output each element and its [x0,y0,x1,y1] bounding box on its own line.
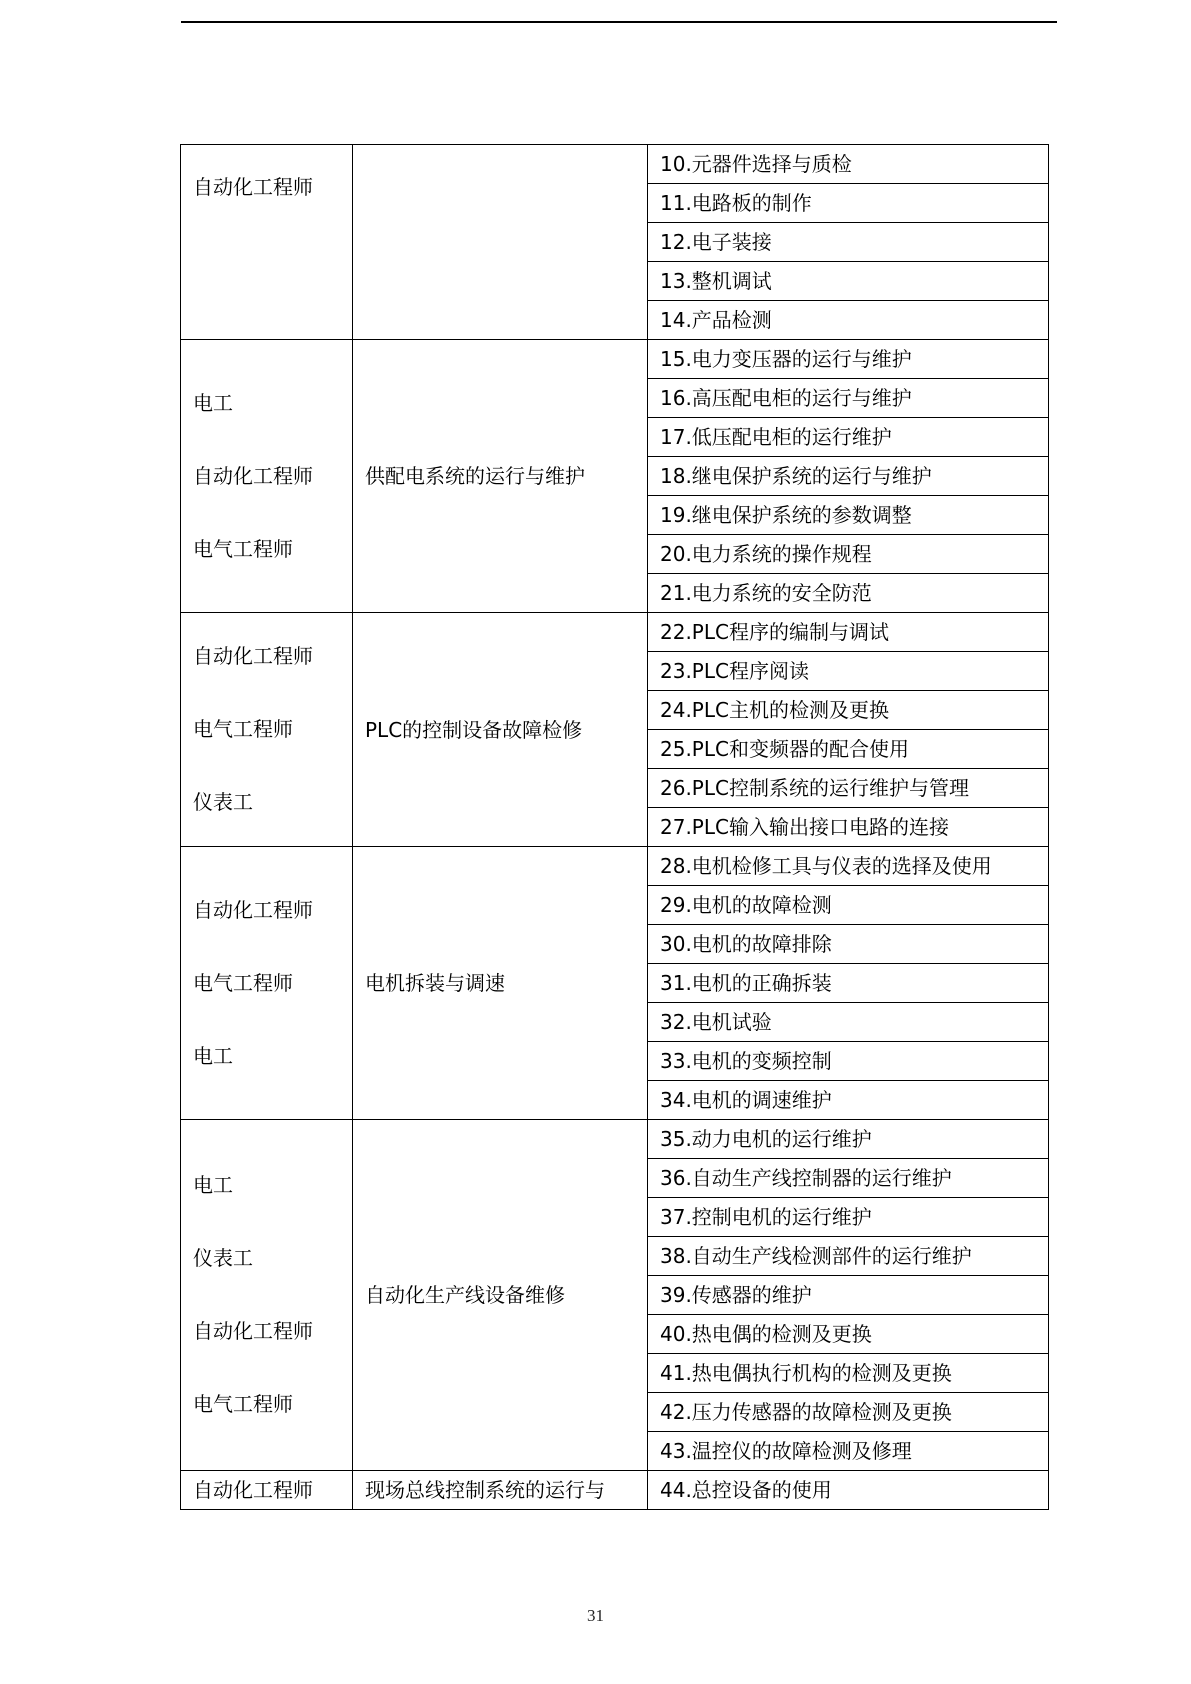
item-cell: 10.元器件选择与质检 [648,145,1049,184]
item-cell: 16.高压配电柜的运行与维护 [648,379,1049,418]
item-cell: 14.产品检测 [648,301,1049,340]
role-label: 电工 [193,390,233,415]
page-number: 31 [587,1606,604,1625]
roles-cell [181,145,353,340]
role-label: 电气工程师 [193,970,293,995]
item-cell: 23.PLC程序阅读 [648,652,1049,691]
item-cell: 34.电机的调速维护 [648,1081,1049,1120]
roles-cell [181,1120,353,1471]
item-cell: 44.总控设备的使用 [648,1471,1049,1510]
item-cell: 32.电机试验 [648,1003,1049,1042]
item-cell: 15.电力变压器的运行与维护 [648,340,1049,379]
task-cell: PLC的控制设备故障检修 [353,613,648,847]
competency-table [180,144,1049,1510]
item-cell: 39.传感器的维护 [648,1276,1049,1315]
item-cell: 13.整机调试 [648,262,1049,301]
item-cell: 42.压力传感器的故障检测及更换 [648,1393,1049,1432]
table-row [181,340,1049,379]
role-label: 自动化工程师 [193,644,313,668]
table-row [181,613,1049,652]
role-label: 电气工程师 [193,536,293,561]
item-cell: 25.PLC和变频器的配合使用 [648,730,1049,769]
item-cell: 19.继电保护系统的参数调整 [648,496,1049,535]
role-label: 自动化工程师 [193,897,313,922]
item-cell: 41.热电偶执行机构的检测及更换 [648,1354,1049,1393]
task-cell: 现场总线控制系统的运行与 [353,1471,648,1510]
item-cell: 17.低压配电柜的运行维护 [648,418,1049,457]
task-cell: 电机拆装与调速 [353,847,648,1120]
item-cell: 35.动力电机的运行维护 [648,1120,1049,1159]
role-label: 电气工程师 [193,717,293,741]
roles-cell: 自动化工程师 [181,1471,353,1510]
item-cell: 27.PLC输入输出接口电路的连接 [648,808,1049,847]
role-label: 自动化工程师 [193,463,313,488]
item-cell: 30.电机的故障排除 [648,925,1049,964]
task-cell [353,145,648,340]
item-cell: 11.电路板的制作 [648,184,1049,223]
table-row [181,1471,1049,1510]
table-row [181,847,1049,886]
item-cell: 26.PLC控制系统的运行维护与管理 [648,769,1049,808]
item-cell: 24.PLC主机的检测及更换 [648,691,1049,730]
item-cell: 33.电机的变频控制 [648,1042,1049,1081]
role-label: 自动化工程师 [193,1319,313,1343]
table-row [181,1120,1049,1159]
item-cell: 38.自动生产线检测部件的运行维护 [648,1237,1049,1276]
header-rule [181,21,1057,23]
task-cell: 供配电系统的运行与维护 [353,340,648,613]
task-cell: 自动化生产线设备维修 [353,1120,648,1471]
role-label: 电工 [193,1173,233,1197]
item-cell: 36.自动生产线控制器的运行维护 [648,1159,1049,1198]
roles-cell [181,613,353,847]
role-label: 电气工程师 [193,1392,293,1416]
role-label: 电工 [193,1043,233,1068]
item-cell: 29.电机的故障检测 [648,886,1049,925]
role-label: 仪表工 [193,1246,253,1270]
role-label: 仪表工 [193,790,253,814]
item-cell: 31.电机的正确拆装 [648,964,1049,1003]
table-row [181,145,1049,184]
item-cell: 12.电子装接 [648,223,1049,262]
item-cell: 20.电力系统的操作规程 [648,535,1049,574]
item-cell: 37.控制电机的运行维护 [648,1198,1049,1237]
competency-table-wrapper [180,144,1049,1510]
item-cell: 43.温控仪的故障检测及修理 [648,1432,1049,1471]
item-cell: 40.热电偶的检测及更换 [648,1315,1049,1354]
roles-cell [181,340,353,613]
item-cell: 21.电力系统的安全防范 [648,574,1049,613]
roles-cell [181,847,353,1120]
item-cell: 22.PLC程序的编制与调试 [648,613,1049,652]
item-cell: 18.继电保护系统的运行与维护 [648,457,1049,496]
item-cell: 28.电机检修工具与仪表的选择及使用 [648,847,1049,886]
role-label: 自动化工程师 [193,175,313,199]
